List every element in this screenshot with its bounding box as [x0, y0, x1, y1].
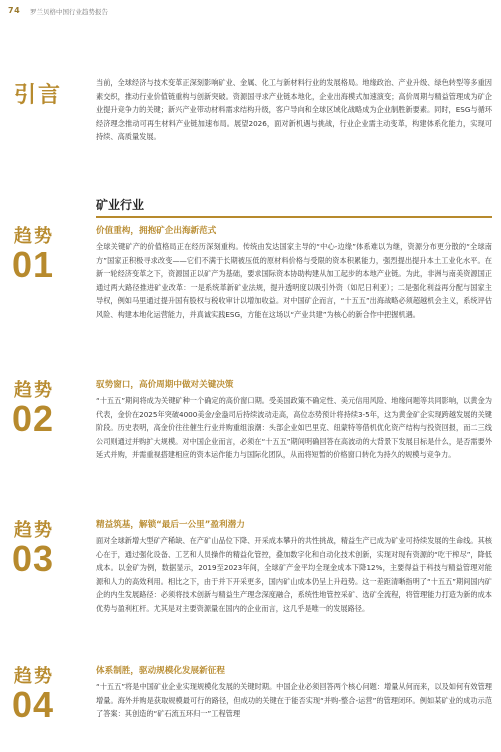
trend-title: 驭势窗口，高价周期中做对关键决策: [96, 380, 234, 390]
trend-number: 04: [12, 684, 55, 725]
page-number: 74: [8, 6, 21, 15]
trend-title: 体系制胜，驱动规模化发展新征程: [96, 666, 225, 676]
section-title: 矿业行业: [96, 198, 145, 212]
report-title: 罗兰贝格中国行业趋势报告: [30, 8, 108, 16]
trend-label: 趋势: [14, 520, 54, 541]
trend-title: 精益筑基，解锁“最后一公里”盈利潜力: [96, 520, 245, 530]
trend-body: 面对全球新增大型矿产稀缺、在产矿山品位下降、开采成本攀升的共性挑战，精益生产已成为矿业可持续发展的生命线。其核心在于，通过强化设备、工艺和人员操作的精益化管控，叠加数字化和自动化技术创新，实现对现有资源的“吃干榨尽”，降低成本。以金矿为例，数据显示，2019至2023年间，全球矿产金平均全现金成本下降12%，主要得益于科技与精益管理对能源和人力的高效利用。相比之下，由于并下开采更多，国内矿山成本仍呈上升趋势。这一差距清晰指明了“十五五”期间国内矿企的内生发展路径：必须将技术创新与精益生产理念深度融合，系统性地管控采矿、选矿全流程，将管理能力打造为新的成本优势与盈利杠杆。尤其是对主要资源量在国内的企业而言，这几乎是唯一的发展路径。: [96, 536, 492, 613]
trend-number: 02: [12, 398, 55, 439]
trend-label: 趋势: [14, 666, 54, 687]
trend-label: 趋势: [14, 380, 54, 401]
section-divider: [96, 216, 492, 218]
intro-label: 引言: [14, 83, 63, 108]
trend-number: 03: [12, 538, 55, 579]
trend-body: “十五五”期间将成为关键矿种一个确定的高价窗口期。受美国政策不确定性、美元信用风险、地缘问题等共同影响，以黄金为代表，金价在2025年突破4000美金/金盎司后持续波动走高，高位态势预计将持续3-5年，这为黄金矿企实现跨越发展的关键阶段。历史表明，高金价往往催生行业并购重组浪潮：头部企业如巴里克、纽蒙特等借机优化资产结构与投资回报，而二三线公司则通过并购扩大规模。对中国企业而言，必须在“十五五”期间明确回答在高波动的大背景下发展目标是什么，是否需要外延式并购，并需重视搭建相应的资本运作能力与国际化团队，从而将短暂的价格窗口转化为持久的规模与竞争力。: [96, 396, 492, 460]
intro-paragraph: 当前，全球经济与技术变革正深刻影响矿业、金属、化工与新材料行业的发展格局。地缘政治、产业升级、绿色转型等多重因素交织，推动行业价值链重构与创新突破。资源国寻求产业链本地化，企业出海模式加速演变；高价周期与精益管理成为矿企业提升竞争力的关键；新兴产业带动材料需求结构升级，客户导向和全球区域化战略成为企业制胜新要素。同时，ESG与循环经济理念推动可再生材料产业链加速布局。展望2026，面对新机遇与挑战，行业企业需主动变革，构建体系化能力，实现可持续、高质量发展。: [96, 78, 492, 142]
trend-title: 价值重构，拥抱矿企出海新范式: [96, 226, 217, 236]
trend-body: “十五五”将是中国矿业企业实现规模化发展的关键时期。中国企业必须回答两个核心问题：增量从何而来，以及如何有效管理增量。海外并购是获取规模最可行的路径，但成功的关键在于能否实现“并购-整合-运营”的管理闭环。例如某矿业的成功示范了答案：其创造的“矿石流五环归一”工程管理: [96, 682, 492, 719]
trend-label: 趋势: [14, 226, 54, 247]
trend-number: 01: [12, 244, 55, 285]
page-header: [0, 0, 501, 20]
trend-body: 全球关键矿产的价值格局正在经历深刻重构。传统由发达国家主导的“中心-边缘”体系难以为继，资源分布更分散的“全球南方”国家正积极寻求改变——它们不满于长期被压低的原材料价格与受限的资本积累能力，强烈提出提升本土工业化水平。在新一轮经济变革之下，资源国正以矿产为基础，要求国际资本协助构建从加工起步的本地产业链。为此，非洲与南美资源国正通过两大路径推进矿业改革：一是系统革新矿业法规，提升透明度以吸引外资（如尼日利亚）；二是强化利益再分配与国家主导权，例如马里通过提升国有股权与税收审计以增加收益。对中国矿企而言，“十五五”出海战略必须超越机会主义，系统评估风险、构建本地化运营能力，并真诚实践ESG，方能在这场以“产业共建”为核心的新合作中把握机遇。: [96, 242, 492, 319]
